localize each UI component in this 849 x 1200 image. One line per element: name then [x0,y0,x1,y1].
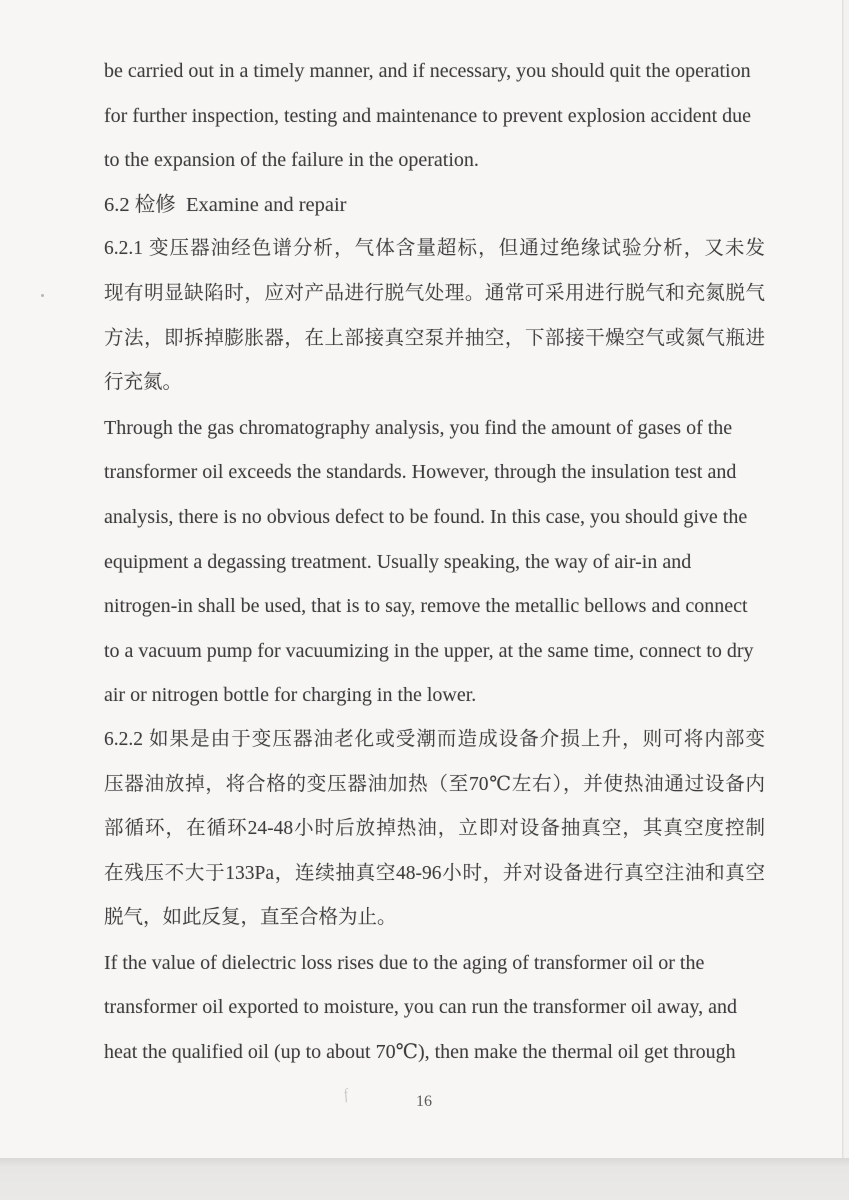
scanner-bed-bottom [0,1158,849,1200]
text-line: 部循环，在循环24-48小时后放掉热油，立即对设备抽真空，其真空度控制 [104,818,765,840]
text-line: 脱气，如此反复，直至合格为止。 [104,907,397,929]
text-line: equipment a degassing treatment. Usually speaking, the way of air-in and [104,550,692,573]
text-line: 行充氮。 [104,372,183,394]
scanner-bed-right [844,0,849,1200]
text-line: Through the gas chromatography analysis, you find the amount of gases of the [104,416,733,439]
text-line: transformer oil exported to moisture, you can run the transformer oil away, and [104,996,737,1019]
text-line: 6.2.2 如果是由于变压器油老化或受潮而造成设备介损上升，则可将内部变 [104,728,765,750]
text-line: If the value of dielectric loss rises due to the aging of transformer oil or the [104,951,705,974]
text-line: nitrogen-in shall be used, that is to say, remove the metallic bellows and connect [104,595,748,618]
text-line: for further inspection, testing and maintenance to prevent explosion accident due [104,104,752,127]
text-line: 在残压不大于133Pa，连续抽真空48-96小时，并对设备进行真空注油和真空 [104,862,765,884]
text-line: transformer oil exceeds the standards. However, through the insulation test and [104,461,737,484]
section-heading: 6.2 检修 Examine and repair [104,193,347,216]
text-line: be carried out in a timely manner, and if necessary, you should quit the operation [104,60,751,82]
page-number: 16 [416,1093,432,1110]
text-line: 现有明显缺陷时，应对产品进行脱气处理。通常可采用进行脱气和充氮脱气 [104,282,765,304]
text-line: analysis, there is no obvious defect to be found. In this case, you should give the [104,505,748,528]
document-text [104,49,765,1075]
text-line: air or nitrogen bottle for charging in the lower. [104,684,477,707]
scan-speckle [41,294,44,297]
text-line: to a vacuum pump for vacuumizing in the upper, at the same time, connect to dry [104,639,754,662]
text-line: heat the qualified oil (up to about 70℃), then make the thermal oil get through [104,1041,736,1064]
text-line: 方法，即拆掉膨胀器，在上部接真空泵并抽空，下部接干燥空气或氮气瓶进 [104,327,765,349]
pencil-mark: f [342,1086,350,1104]
text-line: 6.2.1 变压器油经色谱分析，气体含量超标，但通过绝缘试验分析，又未发 [104,238,765,260]
text-line: to the expansion of the failure in the operation. [104,149,479,172]
text-line: 压器油放掉，将合格的变压器油加热（至70℃左右），并使热油通过设备内 [104,773,765,795]
